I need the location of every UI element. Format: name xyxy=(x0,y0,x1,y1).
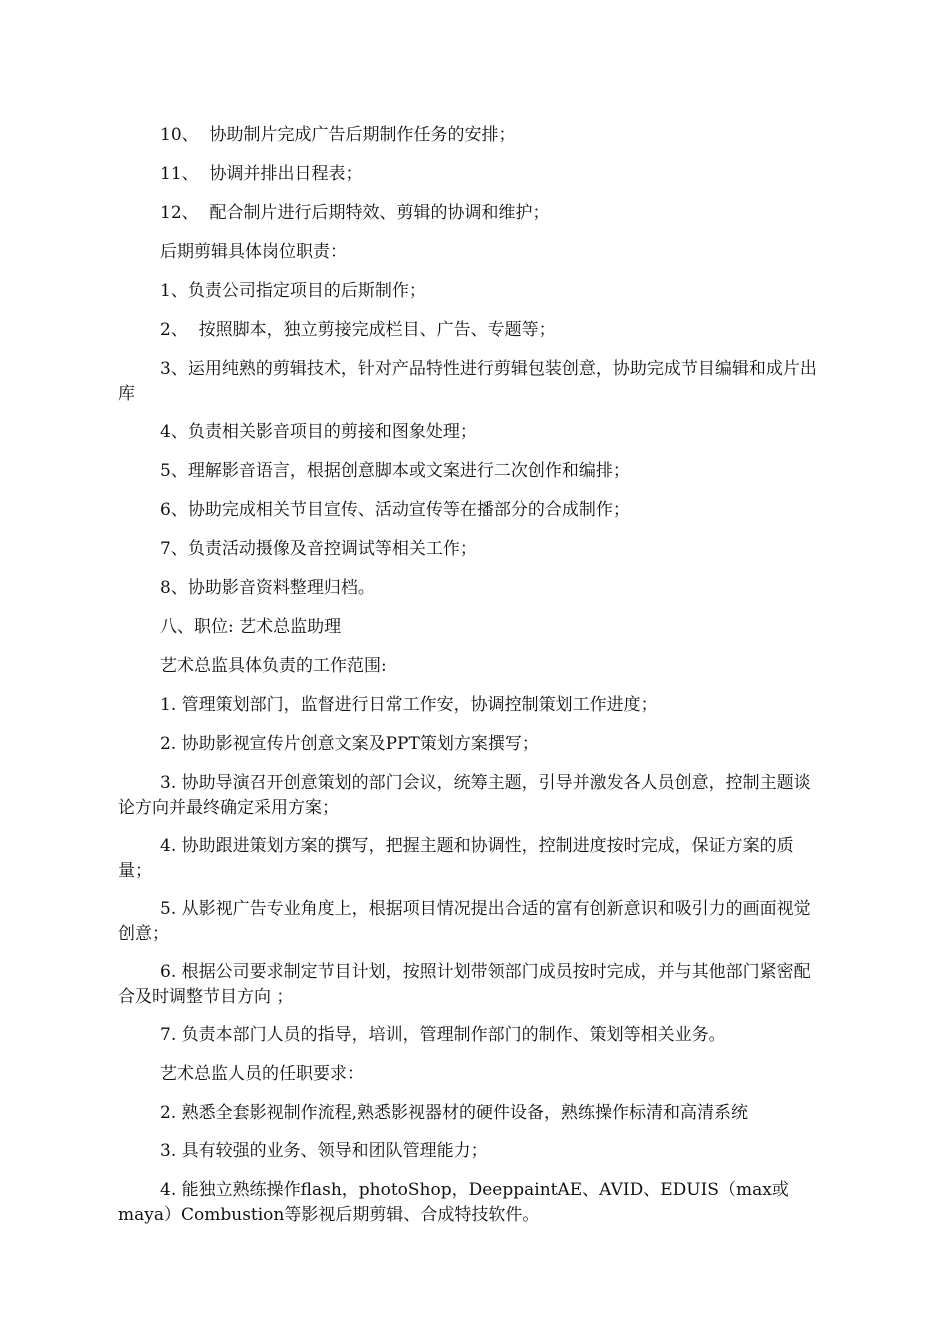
editing-duty-1: 1、负责公司指定项目的后斯制作； xyxy=(160,281,426,301)
editing-duty-3: 3、运用纯熟的剪辑技术，针对产品特性进行剪辑包装创意，协助完成节目编辑和成片出库 xyxy=(118,359,817,404)
art-director-duty-3: 3. 协助导演召开创意策划的部门会议，统筹主题，引导并激发各人员创意，控制主题谈论方向并最终确定采用方案； xyxy=(118,773,811,818)
paragraph-item-12: 12、 配合制片进行后期特效、剪辑的协调和维护； xyxy=(160,203,550,223)
requirement-4: 4. 能独立熟练操作flash，photoShop，DeeppaintAE、AVID、EDUIS（max或maya）Combustion等影视后期剪辑、合成特技软件。 xyxy=(118,1180,789,1225)
editing-duty-8: 8、协助影音资料整理归档。 xyxy=(160,578,375,598)
paragraph-item-11: 11、 协调并排出日程表； xyxy=(160,164,363,184)
art-director-duty-2: 2. 协助影视宣传片创意文案及PPT策划方案撰写； xyxy=(160,734,539,754)
editing-duty-6: 6、协助完成相关节目宣传、活动宣传等在播部分的合成制作； xyxy=(160,500,630,520)
document-body xyxy=(118,123,826,1241)
editing-duty-7: 7、负责活动摄像及音控调试等相关工作； xyxy=(160,539,477,559)
art-director-duty-4: 4. 协助跟进策划方案的撰写，把握主题和协调性，控制进度按时完成，保证方案的质量； xyxy=(118,836,794,881)
requirement-3: 3. 具有较强的业务、领导和团队管理能力； xyxy=(160,1141,488,1161)
art-director-duty-7: 7. 负责本部门人员的指导，培训，管理制作部门的制作、策划等相关业务。 xyxy=(160,1025,726,1045)
editing-duty-4: 4、负责相关影音项目的剪接和图象处理； xyxy=(160,422,477,442)
editing-duty-2: 2、 按照脚本，独立剪接完成栏目、广告、专题等； xyxy=(160,320,556,340)
requirement-2: 2. 熟悉全套影视制作流程,熟悉影视器材的硬件设备，熟练操作标清和高清系统 xyxy=(160,1103,749,1123)
section-heading-editing-duties: 后期剪辑具体岗位职责： xyxy=(160,242,347,262)
paragraph-item-10: 10、 协助制片完成广告后期制作任务的安排； xyxy=(160,125,516,145)
section-heading-art-director-scope: 艺术总监具体负责的工作范围: xyxy=(160,656,387,676)
section-heading-requirements: 艺术总监人员的任职要求： xyxy=(160,1064,364,1084)
art-director-duty-5: 5. 从影视广告专业角度上，根据项目情况提出合适的富有创新意识和吸引力的画面视觉创意； xyxy=(118,899,811,944)
section-heading-position-8: 八、职位: 艺术总监助理 xyxy=(160,617,342,637)
editing-duty-5: 5、理解影音语言，根据创意脚本或文案进行二次创作和编排； xyxy=(160,461,630,481)
art-director-duty-6: 6. 根据公司要求制定节目计划，按照计划带领部门成员按时完成，并与其他部门紧密配合及时调整节目方向 ； xyxy=(118,962,811,1007)
art-director-duty-1: 1. 管理策划部门，监督进行日常工作安，协调控制策划工作进度； xyxy=(160,695,658,715)
